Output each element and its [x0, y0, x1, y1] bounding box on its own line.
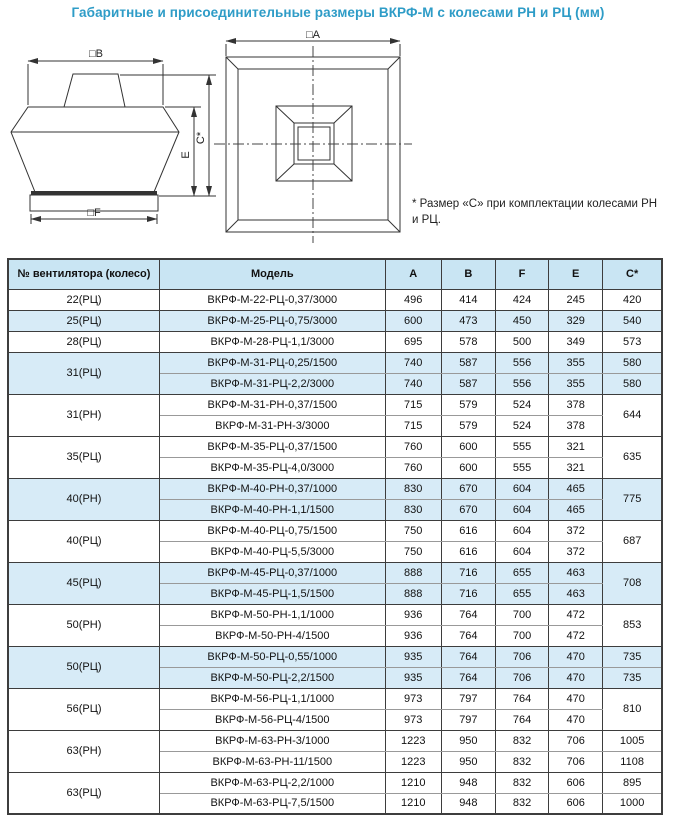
dim-e-cell: 372	[549, 520, 603, 541]
dim-label-a: □A	[306, 29, 320, 41]
dim-b-cell: 764	[441, 604, 495, 625]
model-cell: ВКРФ-М-50-РН-4/1500	[159, 625, 385, 646]
dim-b-cell: 579	[441, 415, 495, 436]
model-cell: ВКРФ-М-28-РЦ-1,1/3000	[159, 331, 385, 352]
dim-e-cell: 463	[549, 562, 603, 583]
column-header: F	[495, 259, 548, 289]
dim-f-cell: 604	[495, 520, 548, 541]
dim-a-cell: 830	[385, 499, 441, 520]
dim-c-cell: 644	[603, 394, 662, 436]
dim-b-cell: 764	[441, 667, 495, 688]
dim-a-cell: 936	[385, 604, 441, 625]
model-cell: ВКРФ-М-50-РЦ-2,2/1500	[159, 667, 385, 688]
dim-f-cell: 556	[495, 373, 548, 394]
dim-b-cell: 587	[441, 352, 495, 373]
model-cell: ВКРФ-М-50-РН-1,1/1000	[159, 604, 385, 625]
dim-e-cell: 465	[549, 478, 603, 499]
dim-a-cell: 973	[385, 688, 441, 709]
dim-b-cell: 670	[441, 478, 495, 499]
dim-e-cell: 706	[549, 751, 603, 772]
dim-f-cell: 764	[495, 709, 548, 730]
model-cell: ВКРФ-М-40-РН-1,1/1500	[159, 499, 385, 520]
table-row	[8, 562, 662, 583]
dim-a-cell: 740	[385, 373, 441, 394]
dim-label-f: □F	[87, 207, 101, 219]
dim-b-cell: 414	[441, 289, 495, 310]
dim-c-cell: 573	[603, 331, 662, 352]
dim-b-cell: 764	[441, 646, 495, 667]
dim-e-cell: 465	[549, 499, 603, 520]
dim-c-cell: 708	[603, 562, 662, 604]
dim-a-cell: 1223	[385, 730, 441, 751]
dim-e-cell: 372	[549, 541, 603, 562]
dim-b-cell: 716	[441, 583, 495, 604]
dim-a-cell: 973	[385, 709, 441, 730]
dim-b-cell: 950	[441, 730, 495, 751]
dim-e-cell: 378	[549, 394, 603, 415]
dim-b-cell: 600	[441, 436, 495, 457]
dim-b-cell: 616	[441, 520, 495, 541]
dim-e-cell: 472	[549, 625, 603, 646]
side-view-drawing	[11, 48, 216, 224]
dim-a-cell: 936	[385, 625, 441, 646]
dim-f-cell: 700	[495, 625, 548, 646]
dim-b-cell: 616	[441, 541, 495, 562]
model-cell: ВКРФ-М-50-РЦ-0,55/1000	[159, 646, 385, 667]
dim-f-cell: 832	[495, 730, 548, 751]
dim-a-cell: 935	[385, 667, 441, 688]
dim-b-cell: 950	[441, 751, 495, 772]
dim-f-cell: 706	[495, 667, 548, 688]
dim-c-cell: 1000	[603, 793, 662, 814]
dim-f-cell: 700	[495, 604, 548, 625]
dim-label-e: E	[180, 151, 192, 159]
wheel-cell: 45(РЦ)	[8, 562, 159, 604]
model-cell: ВКРФ-М-63-РН-11/1500	[159, 751, 385, 772]
dim-e-cell: 470	[549, 667, 603, 688]
dim-c-cell: 580	[603, 352, 662, 373]
dim-e-cell: 321	[549, 436, 603, 457]
dim-c-cell: 1005	[603, 730, 662, 751]
dim-a-cell: 1210	[385, 793, 441, 814]
dim-c-cell: 895	[603, 772, 662, 793]
model-cell: ВКРФ-М-45-РЦ-0,37/1000	[159, 562, 385, 583]
table-head	[8, 259, 662, 289]
wheel-cell: 22(РЦ)	[8, 289, 159, 310]
fan-motor-cap	[64, 74, 125, 107]
model-cell: ВКРФ-М-40-РН-0,37/1000	[159, 478, 385, 499]
dim-f-cell: 450	[495, 310, 548, 331]
wheel-cell: 40(РЦ)	[8, 520, 159, 562]
dim-b-cell: 670	[441, 499, 495, 520]
wheel-cell: 25(РЦ)	[8, 310, 159, 331]
dim-e-cell: 470	[549, 688, 603, 709]
dim-a-cell: 715	[385, 415, 441, 436]
header-row	[8, 259, 662, 289]
fan-flange-plate	[31, 191, 157, 195]
model-cell: ВКРФ-М-31-РН-0,37/1500	[159, 394, 385, 415]
dim-a-cell: 496	[385, 289, 441, 310]
dim-f-cell: 655	[495, 562, 548, 583]
dim-f-cell: 764	[495, 688, 548, 709]
model-cell: ВКРФ-М-35-РЦ-4,0/3000	[159, 457, 385, 478]
model-cell: ВКРФ-М-22-РЦ-0,37/3000	[159, 289, 385, 310]
dim-e-cell: 245	[549, 289, 603, 310]
dim-e-cell: 349	[549, 331, 603, 352]
model-cell: ВКРФ-М-35-РЦ-0,37/1500	[159, 436, 385, 457]
dim-c-cell: 1108	[603, 751, 662, 772]
dim-e-cell: 329	[549, 310, 603, 331]
wheel-cell: 35(РЦ)	[8, 436, 159, 478]
dim-c-cell: 540	[603, 310, 662, 331]
dim-f-cell: 555	[495, 436, 548, 457]
table-row	[8, 331, 662, 352]
dim-a-cell: 750	[385, 541, 441, 562]
model-cell: ВКРФ-М-56-РЦ-1,1/1000	[159, 688, 385, 709]
table-row	[8, 394, 662, 415]
dim-f-cell: 524	[495, 394, 548, 415]
dim-b-cell: 764	[441, 625, 495, 646]
dim-f-cell: 604	[495, 541, 548, 562]
dim-f-cell: 500	[495, 331, 548, 352]
dim-b-cell: 716	[441, 562, 495, 583]
dim-a-cell: 750	[385, 520, 441, 541]
dim-c-cell: 810	[603, 688, 662, 730]
model-cell: ВКРФ-М-40-РЦ-0,75/1500	[159, 520, 385, 541]
wheel-cell: 50(РН)	[8, 604, 159, 646]
dim-f-cell: 555	[495, 457, 548, 478]
model-cell: ВКРФ-М-31-РЦ-0,25/1500	[159, 352, 385, 373]
dim-b-cell: 797	[441, 688, 495, 709]
table-row	[8, 478, 662, 499]
table-row	[8, 730, 662, 751]
dim-label-c: C*	[195, 131, 207, 145]
dim-e-cell: 606	[549, 793, 603, 814]
fan-body	[11, 107, 179, 192]
table-row	[8, 646, 662, 667]
model-cell: ВКРФ-М-45-РЦ-1,5/1500	[159, 583, 385, 604]
dim-b-cell: 600	[441, 457, 495, 478]
page-title: Габаритные и присоединительные размеры ВКРФ-М с колесами РН и РЦ (мм)	[71, 5, 605, 20]
dim-e-cell: 355	[549, 352, 603, 373]
table-row	[8, 436, 662, 457]
dim-a-cell: 715	[385, 394, 441, 415]
table-row	[8, 688, 662, 709]
table-row	[8, 604, 662, 625]
dim-a-cell: 888	[385, 583, 441, 604]
dim-f-cell: 556	[495, 352, 548, 373]
dim-f-cell: 524	[495, 415, 548, 436]
table-row	[8, 289, 662, 310]
wheel-cell: 63(РН)	[8, 730, 159, 772]
dim-e-cell: 378	[549, 415, 603, 436]
dim-a-cell: 1223	[385, 751, 441, 772]
dim-b-cell: 579	[441, 394, 495, 415]
model-cell: ВКРФ-М-63-РЦ-7,5/1500	[159, 793, 385, 814]
dim-c-cell: 687	[603, 520, 662, 562]
dim-a-cell: 830	[385, 478, 441, 499]
dim-c-cell: 420	[603, 289, 662, 310]
dim-a-cell: 600	[385, 310, 441, 331]
dim-b-cell: 587	[441, 373, 495, 394]
dim-b-cell: 578	[441, 331, 495, 352]
wheel-cell: 63(РЦ)	[8, 772, 159, 814]
column-header: B	[441, 259, 495, 289]
dim-a-cell: 1210	[385, 772, 441, 793]
dimensions-table	[7, 258, 663, 815]
dim-e-cell: 706	[549, 730, 603, 751]
dim-e-cell: 470	[549, 646, 603, 667]
model-cell: ВКРФ-М-56-РЦ-4/1500	[159, 709, 385, 730]
column-header: № вентилятора (колесо)	[8, 259, 159, 289]
table-row	[8, 520, 662, 541]
wheel-cell: 31(РН)	[8, 394, 159, 436]
dim-c-cell: 580	[603, 373, 662, 394]
model-cell: ВКРФ-М-63-РН-3/1000	[159, 730, 385, 751]
dim-e-cell: 321	[549, 457, 603, 478]
dim-f-cell: 706	[495, 646, 548, 667]
model-cell: ВКРФ-М-40-РЦ-5,5/3000	[159, 541, 385, 562]
model-cell: ВКРФ-М-25-РЦ-0,75/3000	[159, 310, 385, 331]
dim-c-cell: 735	[603, 667, 662, 688]
dim-e-cell: 472	[549, 604, 603, 625]
dim-a-cell: 740	[385, 352, 441, 373]
dim-c-cell: 853	[603, 604, 662, 646]
column-header: E	[549, 259, 603, 289]
dim-b-cell: 797	[441, 709, 495, 730]
dim-e-cell: 606	[549, 772, 603, 793]
dim-f-cell: 604	[495, 478, 548, 499]
dim-f-cell: 604	[495, 499, 548, 520]
dim-f-cell: 832	[495, 751, 548, 772]
table-row	[8, 310, 662, 331]
column-header: A	[385, 259, 441, 289]
wheel-cell: 40(РН)	[8, 478, 159, 520]
dim-a-cell: 888	[385, 562, 441, 583]
size-table-body	[8, 289, 662, 814]
dim-f-cell: 832	[495, 772, 548, 793]
wheel-cell: 56(РЦ)	[8, 688, 159, 730]
dim-b-cell: 948	[441, 772, 495, 793]
wheel-cell: 28(РЦ)	[8, 331, 159, 352]
dim-a-cell: 760	[385, 457, 441, 478]
footnote: * Размер «С» при комплектации колесами РН и РЦ.	[412, 198, 658, 226]
dim-a-cell: 695	[385, 331, 441, 352]
wheel-cell: 50(РЦ)	[8, 646, 159, 688]
column-header: C*	[603, 259, 662, 289]
dim-label-b: □B	[89, 48, 103, 60]
dim-f-cell: 424	[495, 289, 548, 310]
dim-a-cell: 935	[385, 646, 441, 667]
dim-b-cell: 473	[441, 310, 495, 331]
dim-c-cell: 635	[603, 436, 662, 478]
dim-e-cell: 463	[549, 583, 603, 604]
dim-c-cell: 735	[603, 646, 662, 667]
model-cell: ВКРФ-М-31-РЦ-2,2/3000	[159, 373, 385, 394]
model-cell: ВКРФ-М-63-РЦ-2,2/1000	[159, 772, 385, 793]
top-view-drawing	[214, 29, 412, 243]
table-row	[8, 772, 662, 793]
dim-c-cell: 775	[603, 478, 662, 520]
table-row	[8, 352, 662, 373]
column-header: Модель	[159, 259, 385, 289]
dim-f-cell: 832	[495, 793, 548, 814]
wheel-cell: 31(РЦ)	[8, 352, 159, 394]
dim-e-cell: 470	[549, 709, 603, 730]
dim-b-cell: 948	[441, 793, 495, 814]
dim-e-cell: 355	[549, 373, 603, 394]
dim-f-cell: 655	[495, 583, 548, 604]
model-cell: ВКРФ-М-31-РН-3/3000	[159, 415, 385, 436]
dim-a-cell: 760	[385, 436, 441, 457]
